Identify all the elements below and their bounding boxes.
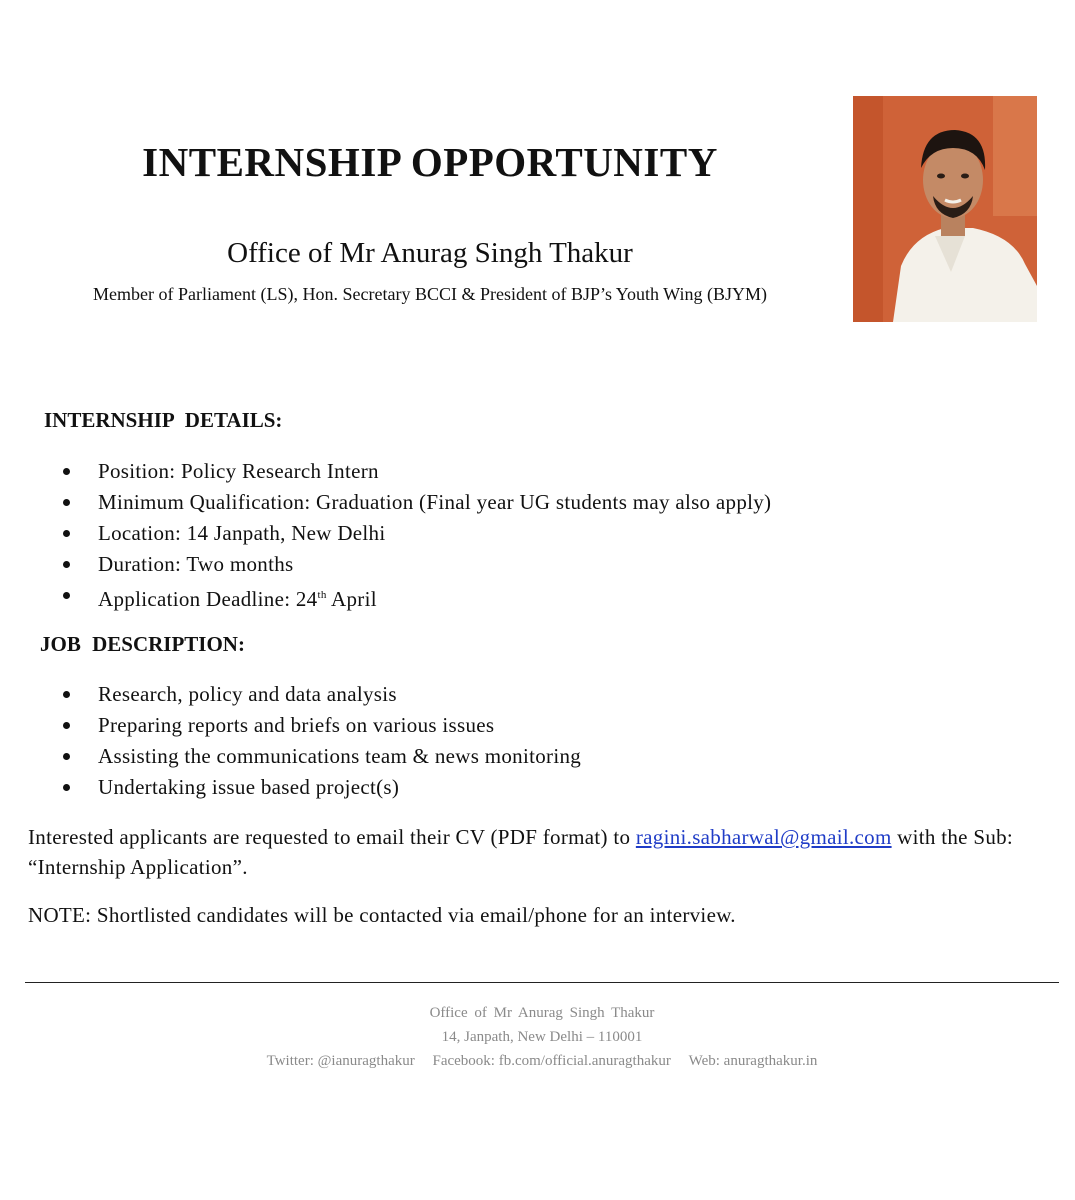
list-item: Preparing reports and briefs on various issues (60, 710, 581, 741)
deadline-month: April (326, 587, 377, 611)
deadline-text: Application Deadline: 24 (98, 587, 318, 611)
designation-line: Member of Parliament (LS), Hon. Secretary BCCI & President of BJP’s Youth Wing (BJYM) (93, 284, 767, 304)
deadline-ordinal: th (317, 589, 327, 601)
footer-web: Web: anuragthakur.in (688, 1053, 818, 1069)
note-text: NOTE: Shortlisted candidates will be contacted via email/phone for an interview. (28, 903, 736, 927)
internship-details-list (60, 456, 771, 611)
list-item: Minimum Qualification: Graduation (Final year UG students may also apply) (60, 487, 771, 518)
list-item: Location: 14 Janpath, New Delhi (60, 518, 771, 549)
deadline-item (60, 580, 771, 611)
list-item: Duration: Two months (60, 549, 771, 580)
list-item: Assisting the communications team & news monitoring (60, 741, 581, 772)
office-name: Office of Mr Anurag Singh Thakur (227, 237, 633, 269)
internship-details-heading: INTERNSHIP DETAILS: (44, 408, 283, 432)
application-instructions (28, 822, 1038, 882)
email-link[interactable]: ragini.sabharwal@gmail.com (635, 825, 892, 849)
job-description-list (60, 679, 581, 803)
apply-prefix: Interested applicants are requested to email their CV (PDF format) to (28, 825, 636, 849)
page-title: INTERNSHIP OPPORTUNITY (142, 139, 718, 185)
list-item: Position: Policy Research Intern (60, 456, 771, 487)
footer-office: Office of Mr Anurag Singh Thakur (429, 1005, 655, 1021)
footer-divider (25, 982, 1059, 983)
footer-contacts (0, 1053, 1075, 1070)
list-item: Research, policy and data analysis (60, 679, 581, 710)
footer-address: 14, Janpath, New Delhi – 110001 (441, 1029, 643, 1045)
apply-suffix: with the Sub: “Internship Application”. (28, 825, 1014, 879)
portrait-photo (853, 96, 1037, 322)
footer-twitter: Twitter: @ianuragthakur (266, 1053, 415, 1069)
job-description-heading: JOB DESCRIPTION: (40, 632, 245, 656)
footer-facebook: Facebook: fb.com/official.anuragthakur (432, 1053, 671, 1069)
list-item: Undertaking issue based project(s) (60, 772, 581, 803)
